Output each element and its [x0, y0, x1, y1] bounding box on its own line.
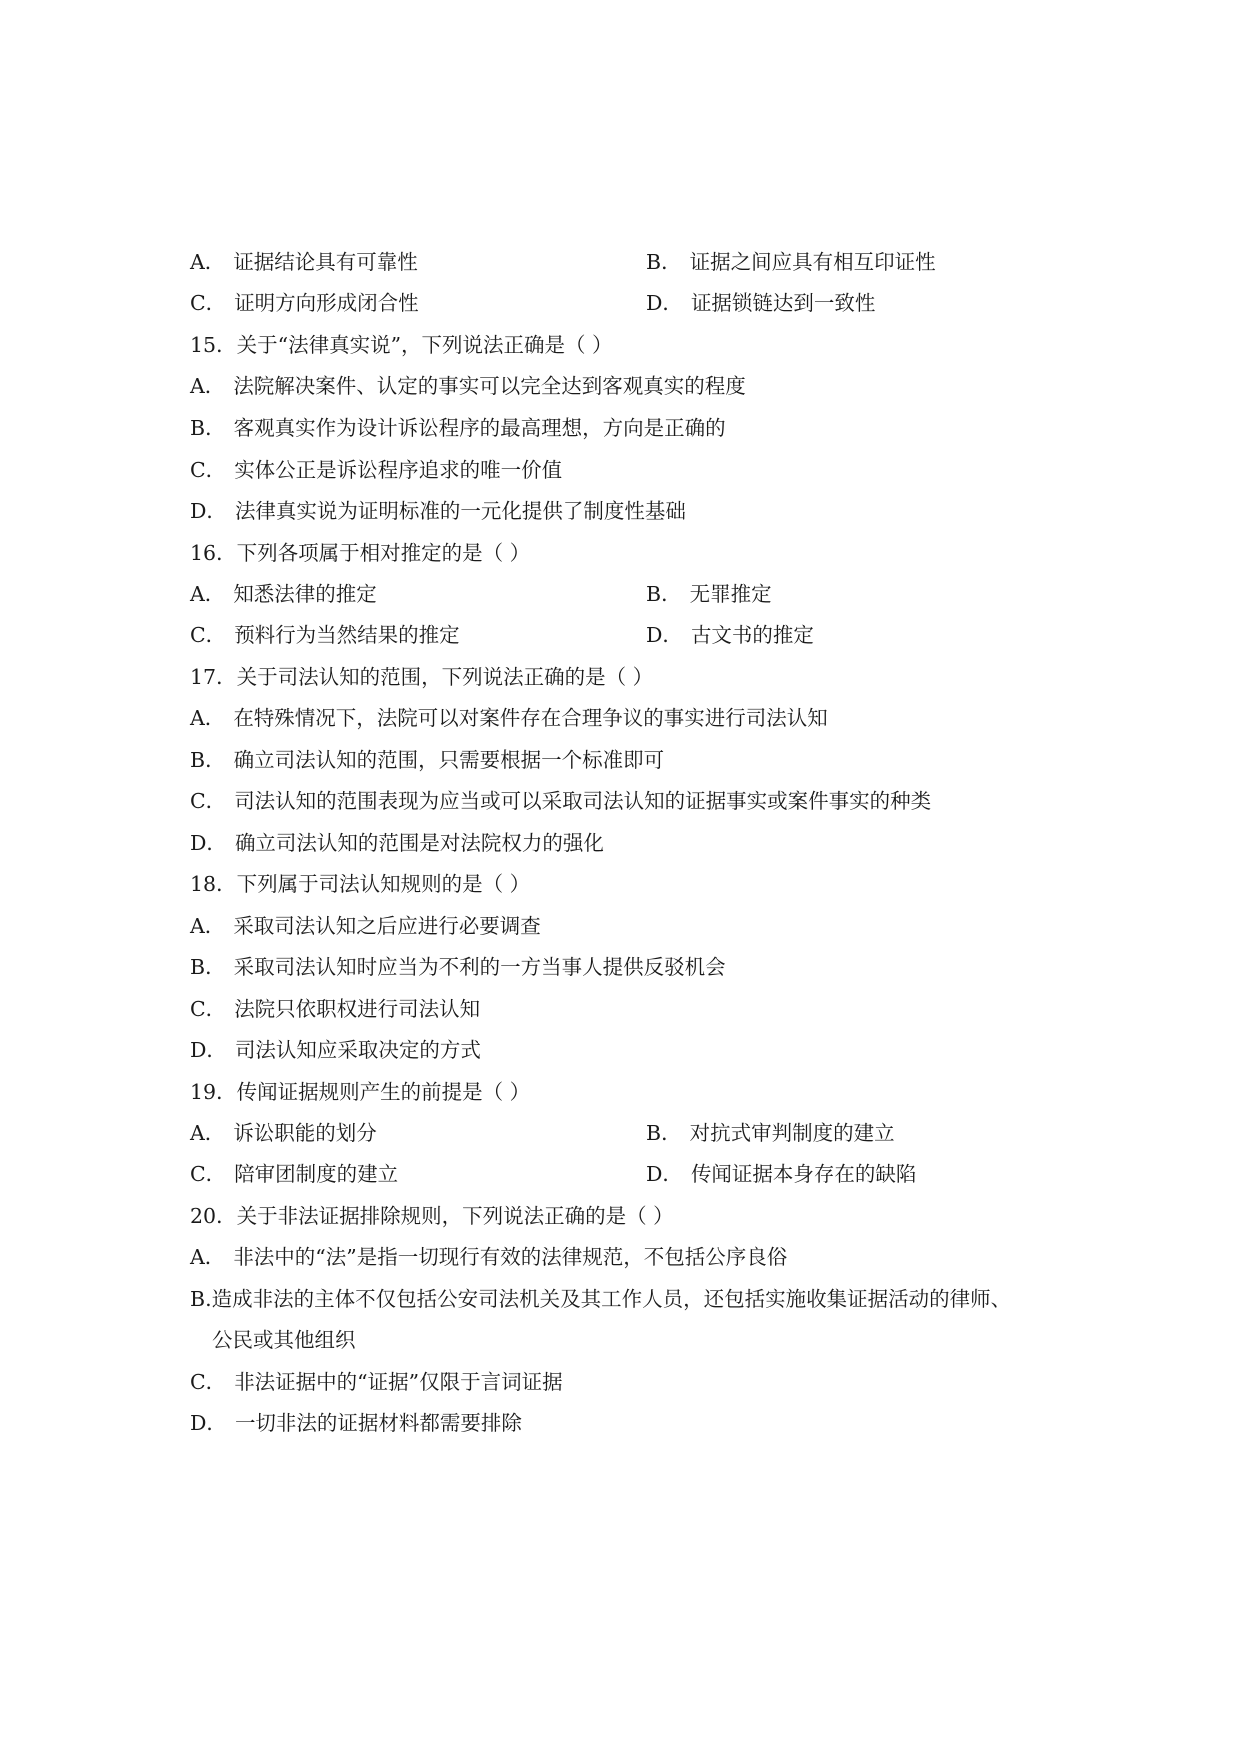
- option-text: 造成非法的主体不仅包括公安司法机关及其工作人员，还包括实施收集证据活动的律师、: [211, 1287, 1012, 1311]
- option-label: D．: [646, 1162, 683, 1186]
- option-label: A．: [190, 1245, 226, 1269]
- q19-option-c: [190, 1160, 398, 1188]
- option-text: 在特殊情况下，法院可以对案件存在合理争议的事实进行司法认知: [233, 706, 828, 730]
- q19-option-d: [646, 1160, 916, 1188]
- option-text: 对抗式审判制度的建立: [689, 1121, 895, 1145]
- option-label: B．: [190, 955, 226, 979]
- option-text: 诉讼职能的划分: [233, 1121, 377, 1145]
- option-text: 法院只依职权进行司法认知: [234, 997, 481, 1021]
- q14-option-d: [646, 289, 875, 317]
- q15-option-d: [190, 497, 686, 525]
- option-label: C．: [190, 789, 227, 813]
- option-text: 采取司法认知之后应进行必要调查: [233, 914, 541, 938]
- option-label: A．: [190, 582, 226, 606]
- q19-option-a: [190, 1119, 377, 1147]
- q17-option-d: [190, 829, 604, 857]
- option-text: 知悉法律的推定: [233, 582, 377, 606]
- option-label: B．: [646, 582, 682, 606]
- option-text: 法院解决案件、认定的事实可以完全达到客观真实的程度: [233, 374, 746, 398]
- q20-option-b-continuation: 公民或其他组织: [212, 1328, 356, 1352]
- option-text: 司法认知应采取决定的方式: [234, 1038, 481, 1062]
- q15-option-c: [190, 456, 562, 484]
- option-text: 陪审团制度的建立: [234, 1162, 399, 1186]
- option-text: 古文书的推定: [690, 623, 814, 647]
- q18-option-a: [190, 912, 541, 940]
- option-text: 非法证据中的“证据”仅限于言词证据: [234, 1370, 563, 1394]
- option-label: D．: [190, 1411, 227, 1435]
- option-text: 确立司法认知的范围，只需要根据一个标准即可: [233, 748, 665, 772]
- option-text: 证明方向形成闭合性: [234, 291, 419, 315]
- q17-option-b: [190, 746, 664, 774]
- q17-option-a: [190, 704, 828, 732]
- q16-option-b: [646, 580, 772, 608]
- option-text: 法律真实说为证明标准的一元化提供了制度性基础: [234, 499, 686, 523]
- option-text: 证据结论具有可靠性: [233, 250, 418, 274]
- q18-option-b: [190, 953, 726, 981]
- q16-stem: 16．下列各项属于相对推定的是（ ）: [190, 541, 531, 565]
- q17-option-c: [190, 787, 931, 815]
- option-label: B．: [646, 1121, 682, 1145]
- option-text: 客观真实作为设计诉讼程序的最高理想，方向是正确的: [233, 416, 726, 440]
- option-label: D．: [190, 1038, 227, 1062]
- q20-option-b: [190, 1285, 1011, 1313]
- option-text: 司法认知的范围表现为应当或可以采取司法认知的证据事实或案件事实的种类: [234, 789, 932, 813]
- option-label: B．: [646, 250, 682, 274]
- option-text: 无罪推定: [689, 582, 772, 606]
- q15-stem: 15．关于“法律真实说”，下列说法正确是（ ）: [190, 333, 613, 357]
- q18-option-d: [190, 1036, 481, 1064]
- q16-option-d: [646, 621, 814, 649]
- option-text: 传闻证据本身存在的缺陷: [690, 1162, 917, 1186]
- option-label: B．: [190, 748, 226, 772]
- option-label: C．: [190, 291, 227, 315]
- q14-option-b: [646, 248, 936, 276]
- q20-option-d: [190, 1409, 522, 1437]
- option-label: B．: [190, 416, 226, 440]
- option-text: 非法中的“法”是指一切现行有效的法律规范，不包括公序良俗: [233, 1245, 788, 1269]
- q20-stem: 20．关于非法证据排除规则，下列说法正确的是（ ）: [190, 1204, 674, 1228]
- option-label: A．: [190, 1121, 226, 1145]
- option-text: 实体公正是诉讼程序追求的唯一价值: [234, 458, 563, 482]
- option-text: 证据锁链达到一致性: [690, 291, 876, 315]
- q17-stem: 17．关于司法认知的范围，下列说法正确的是（ ）: [190, 665, 654, 689]
- q18-option-c: [190, 995, 480, 1023]
- q15-option-b: [190, 414, 726, 442]
- option-label: D．: [190, 831, 227, 855]
- option-label: D．: [646, 623, 683, 647]
- option-text: 采取司法认知时应当为不利的一方当事人提供反驳机会: [233, 955, 726, 979]
- q15-option-a: [190, 372, 746, 400]
- option-label: C．: [190, 623, 227, 647]
- q20-option-a: [190, 1243, 787, 1271]
- q14-option-a: [190, 248, 418, 276]
- q16-option-c: [190, 621, 460, 649]
- option-label: A．: [190, 706, 226, 730]
- option-label: A．: [190, 250, 226, 274]
- option-label: C．: [190, 1162, 227, 1186]
- option-text: 预料行为当然结果的推定: [234, 623, 460, 647]
- q14-option-c: [190, 289, 419, 317]
- option-label: D．: [646, 291, 683, 315]
- q18-stem: 18．下列属于司法认知规则的是（ ）: [190, 872, 531, 896]
- option-text: 确立司法认知的范围是对法院权力的强化: [234, 831, 604, 855]
- q19-option-b: [646, 1119, 895, 1147]
- option-label: C．: [190, 997, 227, 1021]
- option-text: 一切非法的证据材料都需要排除: [234, 1411, 522, 1435]
- option-text: 证据之间应具有相互印证性: [689, 250, 936, 274]
- option-label: C．: [190, 1370, 227, 1394]
- option-label: B.: [190, 1287, 212, 1311]
- option-label: A．: [190, 914, 226, 938]
- q19-stem: 19．传闻证据规则产生的前提是（ ）: [190, 1080, 531, 1104]
- option-label: A．: [190, 374, 226, 398]
- option-label: C．: [190, 458, 227, 482]
- q16-option-a: [190, 580, 377, 608]
- option-label: D．: [190, 499, 227, 523]
- q20-option-c: [190, 1368, 563, 1396]
